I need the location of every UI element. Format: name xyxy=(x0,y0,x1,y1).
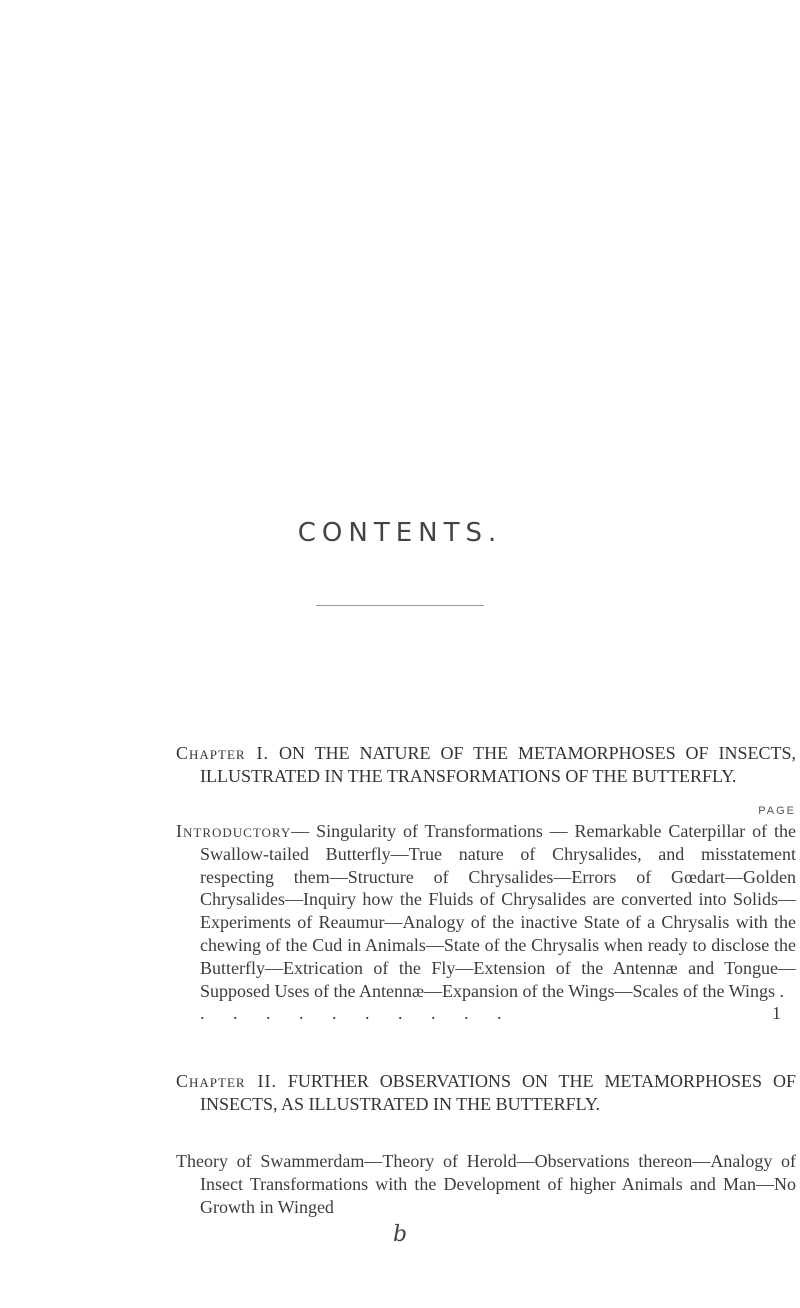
chapter-2-heading xyxy=(176,1070,796,1115)
signature-mark: b xyxy=(393,1222,408,1247)
contents-title: CONTENTS. xyxy=(297,518,503,548)
chapter-1-entry-text: — Singularity of Transformations — Remarkable Caterpillar of the Swallow-tailed Butterfly—True nature of Chrysalides, and misstatement respecting them—Structure of Chrysalides—Errors of Gœdart—Golden Chrysalides—Inquiry how the Fluids of Chrysalides are converted into Solids—Experiments of Reaumur—Analogy of the inactive State of a Chrysalis with the chewing of the Cud in Animals—State of the Chrysalis when ready to disclose the Butterfly—Extrication of the Fly—Extension of the Antennæ and Tongue—Supposed Uses of the Antennæ—Expansion of the Wings—Scales of the Wings xyxy=(200,821,796,1001)
page-column-label: PAGE xyxy=(758,805,796,817)
chapter-1-title: ON THE NATURE OF THE METAMORPHOSES OF INSECTS, ILLUSTRATED IN THE TRANSFORMATIONS OF THE BUTTERFLY. xyxy=(200,743,797,786)
chapter-1-entry: Introductory— Singularity of Transformations — Remarkable Caterpillar of the Swallow-tailed Butterfly—True nature of Chrysalides, and misstatement respecting them—Structure of Chrysalides—Errors of Gœdart—Golden Chrysalides—Inquiry how the Fluids of Chrysalides are converted into Solids—Experiments of Reaumur—Analogy of the inactive State of a Chrysalis with the chewing of the Cud in Animals—State of the Chrysalis when ready to disclose the Butterfly—Extrication of the Fly—Extension of the Antennæ and Tongue—Supposed Uses of the Antennæ—Expansion of the Wings—Scales of the Wings . . . . . . . . . . . 1 xyxy=(176,821,796,1024)
chapter-1-entry-lead: Introductory xyxy=(176,821,292,841)
chapter-2-title: FURTHER OBSERVATIONS ON THE METAMORPHOSES OF INSECTS, AS ILLUSTRATED IN THE BUTTERFLY. xyxy=(200,1071,796,1114)
chapter-2-label: Chapter II. xyxy=(176,1071,277,1091)
chapter-2-entry: Theory of Swammerdam—Theory of Herold—Observations thereon—Analogy of Insect Transformations with the Development of higher Animals and Man—No Growth in Winged xyxy=(176,1151,796,1217)
chapter-1-heading xyxy=(176,742,796,787)
dot-leader: . . . . . . . . . . . xyxy=(200,980,796,1024)
title-rule xyxy=(316,605,484,606)
chapter-1-label: Chapter I. xyxy=(176,743,270,763)
